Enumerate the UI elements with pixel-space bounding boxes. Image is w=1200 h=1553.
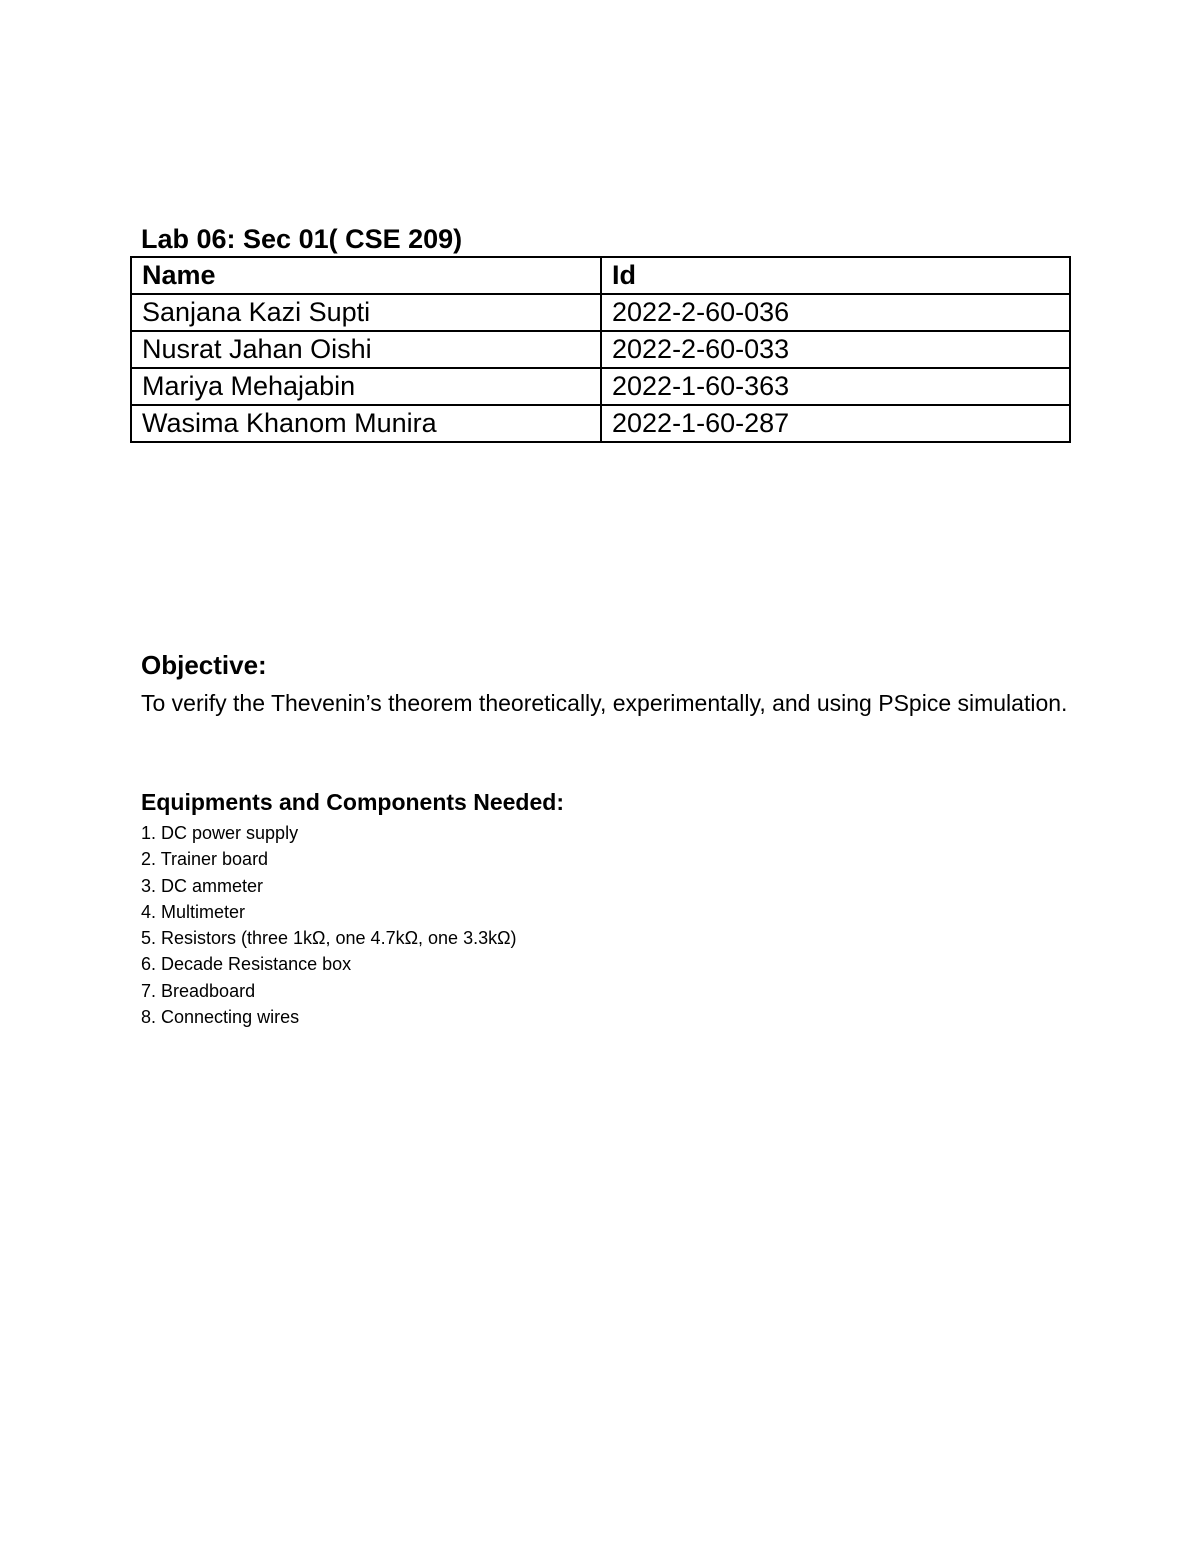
member-name: Mariya Mehajabin: [131, 368, 601, 405]
list-item: 2. Trainer board: [141, 849, 269, 870]
table-row: [131, 405, 1070, 442]
table-row: [131, 331, 1070, 368]
member-id: 2022-1-60-287: [601, 405, 1070, 442]
objective-text: To verify the Thevenin’s theorem theoretically, experimentally, and using PSpice simulation.: [141, 690, 1068, 716]
member-name: Nusrat Jahan Oishi: [131, 331, 601, 368]
member-name: Wasima Khanom Munira: [131, 405, 601, 442]
table-header-row: [131, 257, 1070, 294]
member-id: 2022-2-60-033: [601, 331, 1070, 368]
members-table: [130, 256, 1071, 443]
list-item: 1. DC power supply: [141, 823, 299, 843]
table-row: [131, 368, 1070, 405]
list-item: 6. Decade Resistance box: [141, 954, 352, 975]
list-item: 4. Multimeter: [141, 901, 246, 922]
member-name: Sanjana Kazi Supti: [131, 294, 601, 331]
objective-heading: Objective:: [141, 650, 267, 680]
column-header-id: Id: [601, 257, 1070, 294]
list-item: 7. Breadboard: [141, 980, 256, 1001]
equipment-heading: Equipments and Components Needed:: [141, 789, 564, 815]
list-item: 5. Resistors (three 1kΩ, one 4.7kΩ, one 3.3kΩ): [141, 928, 517, 949]
list-item: 8. Connecting wires: [141, 1007, 300, 1028]
member-id: 2022-1-60-363: [601, 368, 1070, 405]
table-row: [131, 294, 1070, 331]
list-item: 3. DC ammeter: [141, 875, 264, 896]
lab-title: Lab 06: Sec 01( CSE 209): [141, 224, 463, 254]
equipment-list: [141, 820, 517, 1030]
column-header-name: Name: [131, 257, 601, 294]
member-id: 2022-2-60-036: [601, 294, 1070, 331]
